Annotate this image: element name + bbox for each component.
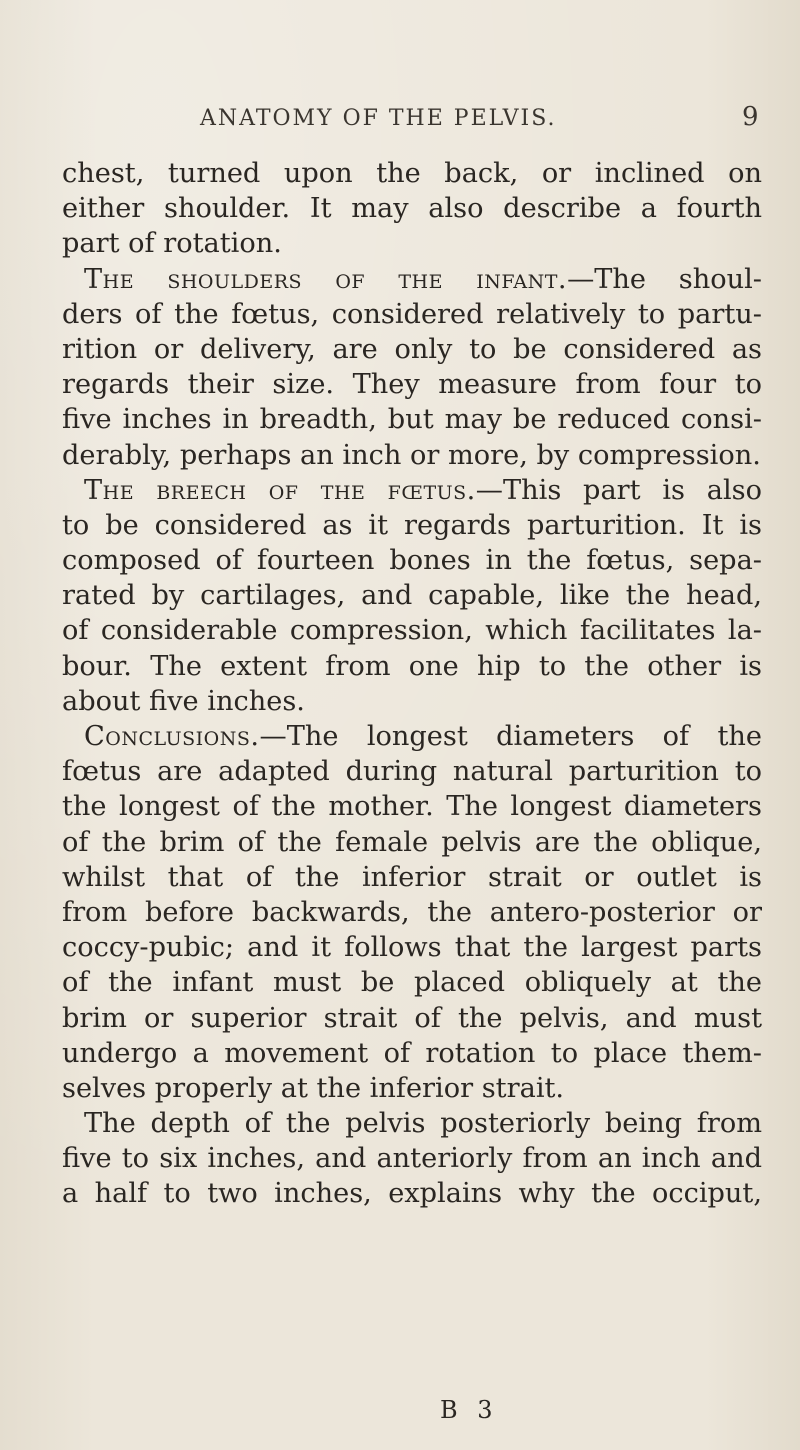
- text-fragment: —This part is also: [475, 474, 762, 506]
- text-line: from before backwards, the antero-posterior or: [62, 896, 762, 928]
- text-line: of the infant must be placed obliquely at the: [62, 967, 762, 999]
- text-line: either shoulder. It may also describe a fourth: [62, 193, 762, 225]
- body-text: [62, 156, 762, 1212]
- page-number: 9: [742, 102, 759, 132]
- text-line: fœtus are adapted during natural parturition to: [62, 756, 762, 788]
- section-heading-shoulders: The shoulders of the infant.: [84, 263, 568, 295]
- text-line: ders of the fœtus, considered relatively to partu-: [62, 298, 762, 330]
- running-head: ANATOMY OF THE PELVIS.: [200, 106, 557, 131]
- text-line: part of rotation.: [62, 228, 282, 260]
- text-line: bour. The extent from one hip to the other is: [62, 650, 762, 682]
- text-fragment: —The longest diameters of the: [259, 721, 762, 752]
- text-line: derably, perhaps an inch or more, by compression.: [62, 439, 761, 471]
- text-line: chest, turned upon the back, or inclined on: [62, 158, 762, 189]
- text-line: brim or superior strait of the pelvis, and must: [62, 1002, 762, 1034]
- text-line: composed of fourteen bones in the fœtus, sepa-: [62, 545, 762, 577]
- text-line: selves properly at the inferior strait.: [62, 1072, 565, 1104]
- text-line: of the brim of the female pelvis are the oblique,: [62, 826, 762, 858]
- text-line: the longest of the mother. The longest diameters: [62, 791, 762, 823]
- text-line: of considerable compression, which facilitates la-: [62, 615, 762, 647]
- signature-mark: B 3: [440, 1396, 499, 1424]
- text-line: coccy-pubic; and it follows that the largest parts: [62, 932, 762, 964]
- text-line: a half to two inches, explains why the occiput,: [62, 1178, 762, 1210]
- text-line: five to six inches, and anteriorly from an inch and: [62, 1143, 762, 1175]
- section-heading-conclusions: Conclusions.: [84, 721, 260, 752]
- text-line: whilst that of the inferior strait or outlet is: [62, 861, 762, 893]
- text-line: undergo a movement of rotation to place them-: [62, 1037, 762, 1069]
- paragraph-breech: [62, 473, 762, 508]
- text-line: rition or delivery, are only to be considered as: [62, 333, 762, 365]
- paragraph-shoulders: [62, 262, 762, 297]
- text-line: to be considered as it regards parturition. It is: [62, 509, 762, 541]
- text-line: five inches in breadth, but may be reduced consi-: [62, 404, 762, 436]
- text-line: regards their size. They measure from four to: [62, 369, 762, 401]
- paragraph-conclusions: [62, 719, 762, 754]
- text-line: rated by cartilages, and capable, like the head,: [62, 580, 762, 612]
- text-fragment: —The shoul-: [567, 263, 762, 295]
- text-line: about five inches.: [62, 685, 305, 717]
- section-heading-breech: The breech of the fœtus.: [84, 474, 476, 506]
- text-line: The depth of the pelvis posteriorly being from: [84, 1108, 762, 1140]
